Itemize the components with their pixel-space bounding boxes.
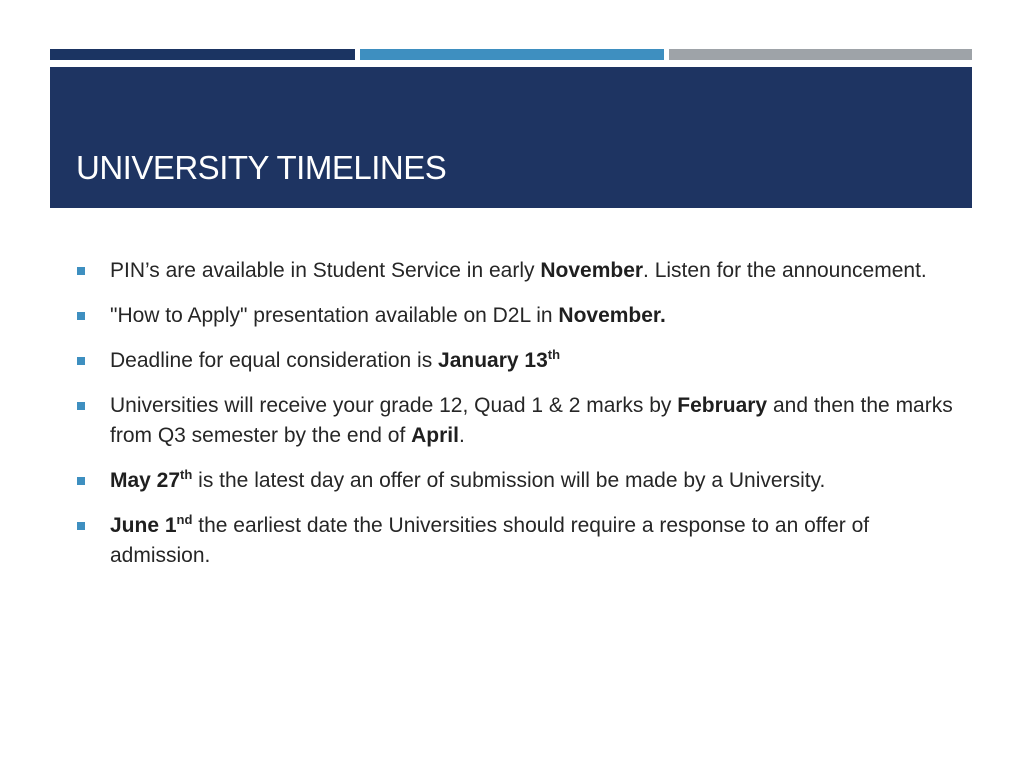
top-accent-bar-blue bbox=[360, 49, 664, 60]
square-bullet-icon bbox=[77, 477, 85, 485]
square-bullet-icon bbox=[77, 267, 85, 275]
bullet-bold-text: February bbox=[677, 394, 768, 417]
bullet-item-deadline bbox=[74, 346, 954, 376]
slide-title: UNIVERSITY TIMELINES bbox=[76, 149, 447, 186]
bullet-superscript: th bbox=[180, 467, 193, 482]
bullet-item-june-1 bbox=[74, 511, 954, 571]
bullet-bold-text: May 27 bbox=[110, 469, 181, 492]
square-bullet-icon bbox=[77, 357, 85, 365]
bullet-text: "How to Apply" presentation available on D2L in bbox=[110, 304, 559, 327]
bullet-bold-text: June 1 bbox=[110, 514, 177, 537]
top-accent-bar-navy bbox=[50, 49, 355, 60]
bullet-text: . Listen for the announcement. bbox=[643, 259, 927, 282]
bullet-text: . bbox=[458, 424, 465, 447]
bullet-text: is the latest day an offer of submission will be made by a University. bbox=[192, 469, 826, 492]
bullet-bold-text: November. bbox=[558, 304, 666, 327]
bullet-text: the earliest date the Universities should require a response to an offer of admission. bbox=[110, 514, 870, 567]
bullet-superscript: th bbox=[547, 347, 561, 362]
square-bullet-icon bbox=[77, 402, 85, 410]
title-band bbox=[50, 67, 972, 208]
bullet-list bbox=[74, 256, 954, 586]
top-accent-bar-gray bbox=[669, 49, 972, 60]
bullet-item-how-to-apply bbox=[74, 301, 954, 331]
bullet-text: Deadline for equal consideration is bbox=[110, 349, 439, 372]
bullet-item-marks bbox=[74, 391, 954, 451]
square-bullet-icon bbox=[77, 312, 85, 320]
bullet-bold-text: April bbox=[411, 424, 459, 447]
bullet-item-may-27 bbox=[74, 466, 954, 496]
bullet-item-pins bbox=[74, 256, 954, 286]
bullet-superscript: nd bbox=[176, 512, 193, 527]
bullet-bold-text: November bbox=[540, 259, 644, 282]
bullet-text: PIN’s are available in Student Service in early bbox=[110, 259, 541, 282]
square-bullet-icon bbox=[77, 522, 85, 530]
bullet-text: and then the marks from Q3 semester by the end of bbox=[110, 394, 953, 447]
bullet-bold-text: January 13 bbox=[438, 349, 548, 372]
bullet-text: Universities will receive your grade 12, Quad 1 & 2 marks by bbox=[110, 394, 678, 417]
